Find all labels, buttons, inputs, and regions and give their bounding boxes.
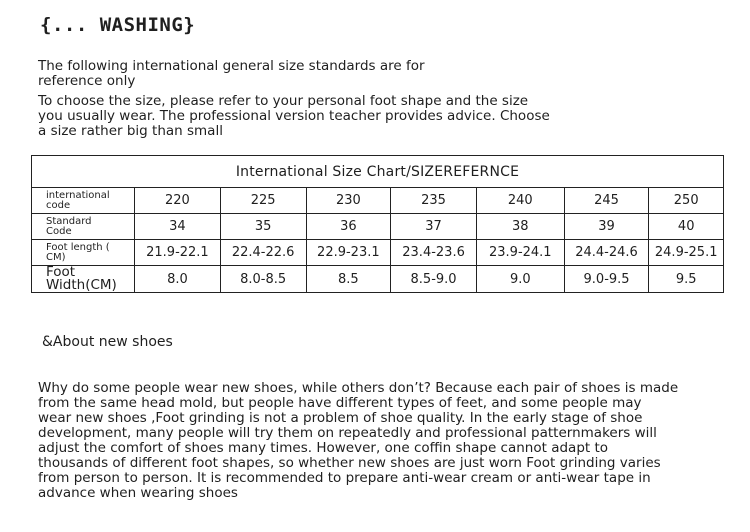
table-cell: 8.0 xyxy=(135,266,221,293)
table-cell: 21.9-22.1 xyxy=(135,240,221,266)
table-cell: 225 xyxy=(220,188,306,214)
table-cell: 9.0 xyxy=(476,266,564,293)
table-cell: 22.9-23.1 xyxy=(306,240,391,266)
table-cell: 8.5-9.0 xyxy=(391,266,477,293)
table-cell: 9.0-9.5 xyxy=(564,266,649,293)
size-chart-table xyxy=(31,155,724,293)
table-cell: 250 xyxy=(649,188,724,214)
size-chart-caption: International Size Chart/SIZEREFERNCE xyxy=(32,156,724,188)
page-heading: {... WASHING} xyxy=(40,14,196,36)
table-row xyxy=(32,240,724,266)
table-cell: 23.9-24.1 xyxy=(476,240,564,266)
table-cell: 230 xyxy=(306,188,391,214)
table-cell: 22.4-22.6 xyxy=(220,240,306,266)
row-label: Foot Width(CM) xyxy=(32,266,135,293)
table-cell: 24.9-25.1 xyxy=(649,240,724,266)
table-cell: 240 xyxy=(476,188,564,214)
section-heading: &About new shoes xyxy=(42,334,173,350)
table-cell: 35 xyxy=(220,214,306,240)
table-cell: 38 xyxy=(476,214,564,240)
table-cell: 8.0-8.5 xyxy=(220,266,306,293)
row-label: Standard Code xyxy=(32,214,135,240)
size-advice-note: To choose the size, please refer to your personal foot shape and the size you usually wear. The professional version teacher provides advice. Choose a size rather big than small xyxy=(38,93,550,139)
row-label: international code xyxy=(32,188,135,214)
table-row xyxy=(32,214,724,240)
table-row xyxy=(32,266,724,293)
reference-note: The following international general size standards are for reference only xyxy=(38,58,425,89)
table-cell: 8.5 xyxy=(306,266,391,293)
table-cell: 9.5 xyxy=(649,266,724,293)
row-label: Foot length ( CM) xyxy=(32,240,135,266)
table-cell: 36 xyxy=(306,214,391,240)
table-cell: 245 xyxy=(564,188,649,214)
table-cell: 40 xyxy=(649,214,724,240)
table-cell: 39 xyxy=(564,214,649,240)
table-cell: 37 xyxy=(391,214,477,240)
table-row xyxy=(32,188,724,214)
table-cell: 34 xyxy=(135,214,221,240)
table-cell: 24.4-24.6 xyxy=(564,240,649,266)
body-paragraph: Why do some people wear new shoes, while others don’t? Because each pair of shoes is made from the same head mold, but people have different types of feet, and some people may wear new shoes ,Foot grinding is not a problem of shoe quality. In the early stage of shoe development, many people will try them on repeatedly and professional patternmakers will adjust the comfort of shoes many times. However, one coffin shape cannot adapt to thousands of different foot shapes, so whether new shoes are just worn Foot grinding varies from person to person. It is recommended to prepare anti-wear cream or anti-wear tape in advance when wearing shoes xyxy=(38,380,679,501)
table-cell: 23.4-23.6 xyxy=(391,240,477,266)
table-cell: 235 xyxy=(391,188,477,214)
table-cell: 220 xyxy=(135,188,221,214)
